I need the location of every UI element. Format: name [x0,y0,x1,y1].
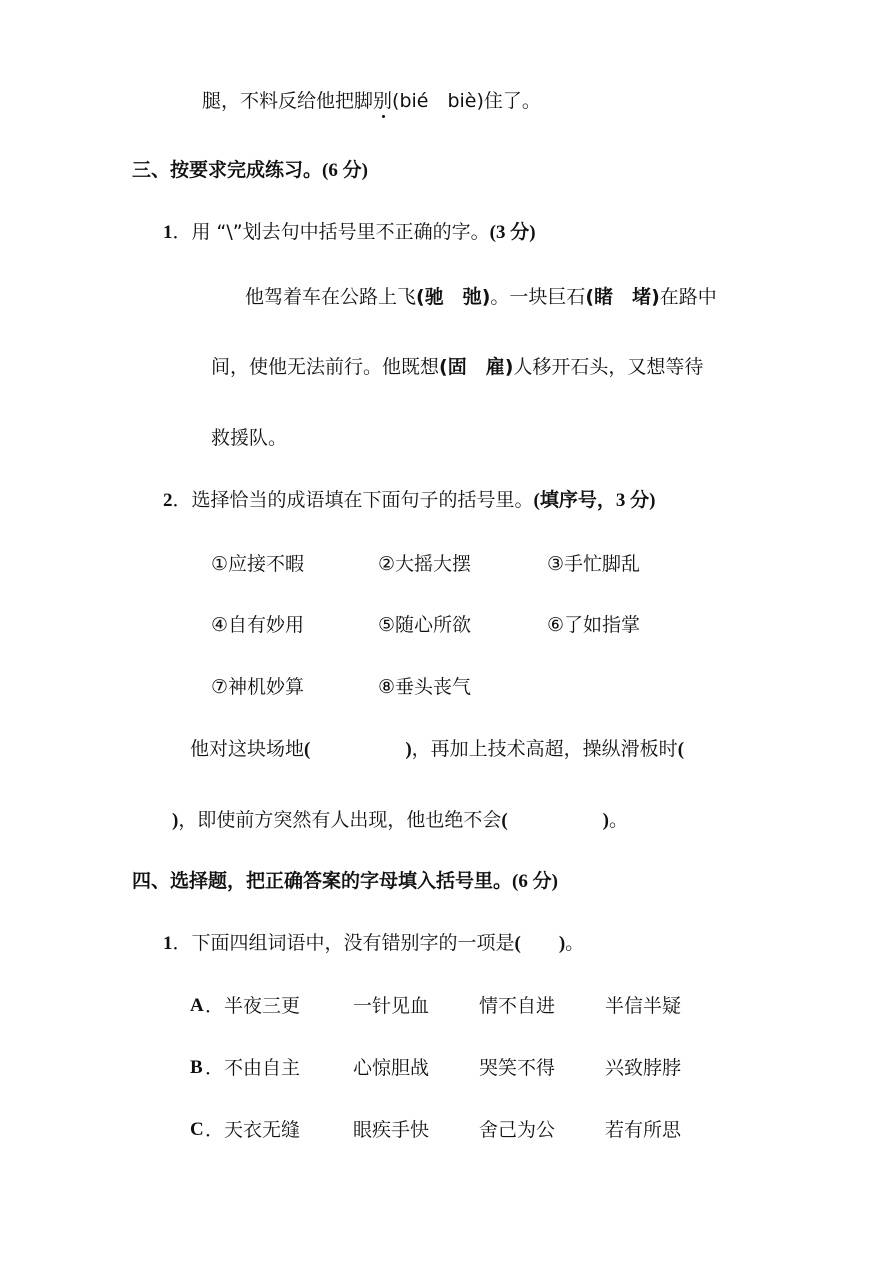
passage-line-2 [211,353,703,381]
passage-text: 。一块巨石 [490,286,586,308]
question-4-1-heading [163,929,584,958]
score-value: 3 分) [615,490,656,511]
option-word: 半信半疑 [605,995,682,1017]
question-1-number: 1 [163,222,173,243]
sentence-end: 。 [565,932,585,954]
fill-sentence-line-1 [190,735,684,764]
line1-tail: 住了。 [483,90,541,112]
fill-sentence-line-2 [172,806,628,835]
sentence-text: ，再加上技术高超，操纵滑板时 [411,738,678,760]
passage-text: 间，使他无法前行。他既想 [211,356,440,378]
question-4-1-number: 1 [163,933,173,954]
score-paren: ( [533,490,540,511]
idiom-option: ①应接不暇 [211,553,305,575]
option-word: 兴致脖脖 [605,1057,682,1079]
section-4-score: (6 分) [512,871,558,892]
question-2-score [534,489,656,511]
question-1-score: (3 分) [489,222,536,243]
passage-text: 救援队。 [211,427,288,449]
section-4-title: 四、选择题，把正确答案的字母填入括号里。 [132,870,513,892]
option-word: 一针见血 [353,995,430,1017]
idiom-option: ⑦神机妙算 [211,676,305,698]
passage-line-1 [245,283,717,311]
question-1-heading [163,218,536,247]
answer-blank-2-close: ) [172,810,179,831]
idiom-option: ②大摇大摆 [378,553,472,575]
pinyin-options: (bié biè) [392,90,484,112]
option-word: 眼疾手快 [353,1119,430,1141]
score-label: 填序号， [539,489,616,511]
question-2-text: ．选择恰当的成语填在下面句子的括号里。 [172,489,534,511]
option-word: 情不自进 [479,995,556,1017]
option-word: ．不由自主 [205,1057,301,1079]
option-word: ．天衣无缝 [205,1119,301,1141]
option-letter: C [190,1119,204,1140]
question-4-1-text: ．下面四组词语中，没有错别字的一项是 [172,932,515,954]
option-letter: A [190,995,204,1016]
option-word: 若有所思 [605,1119,682,1141]
section-3-title: 三、按要求完成练习。 [132,159,323,181]
passage-text: 他驾着车在公路上飞 [245,286,417,308]
option-word: 心惊胆战 [353,1057,430,1079]
dotted-char: 别 [373,90,393,112]
sentence-text: 。 [609,809,629,831]
question-2-number: 2 [163,490,173,511]
choice-group-1: (驰 弛) [416,286,491,308]
answer-blank-2-open: ( [677,739,685,760]
section-3-score: (6 分) [322,160,368,181]
option-letter: B [190,1057,203,1078]
line1-text: 腿，不料反给他把脚 [202,90,374,112]
idiom-option: ⑤随心所欲 [378,614,472,636]
answer-blank-1[interactable]: ( ) [304,739,412,760]
passage-line-3 [211,424,287,452]
idiom-option: ④自有妙用 [211,614,305,636]
idiom-option: ⑥了如指掌 [547,614,641,636]
option-word: 哭笑不得 [479,1057,556,1079]
section-4-heading [132,867,558,896]
option-word: ．半夜三更 [205,995,301,1017]
text-line-1 [202,87,541,115]
option-word: 舍己为公 [479,1119,556,1141]
idiom-option: ③手忙脚乱 [547,553,641,575]
idiom-option: ⑧垂头丧气 [378,676,472,698]
question-2-heading [163,486,655,515]
question-1-text: ．用 “\”划去句中括号里不正确的字。 [172,221,490,243]
passage-text: 人移开石头，又想等待 [513,356,704,378]
sentence-text: 他对这块场地 [190,738,305,760]
section-3-heading [132,156,368,185]
passage-text: 在路中 [659,286,717,308]
choice-group-3: (固 雇) [439,356,514,378]
answer-blank-3[interactable]: ( ) [501,810,609,831]
sentence-text: ，即使前方突然有人出现，他也绝不会 [178,809,502,831]
answer-blank[interactable]: ( ) [514,933,566,954]
choice-group-2: (睹 堵) [585,286,660,308]
